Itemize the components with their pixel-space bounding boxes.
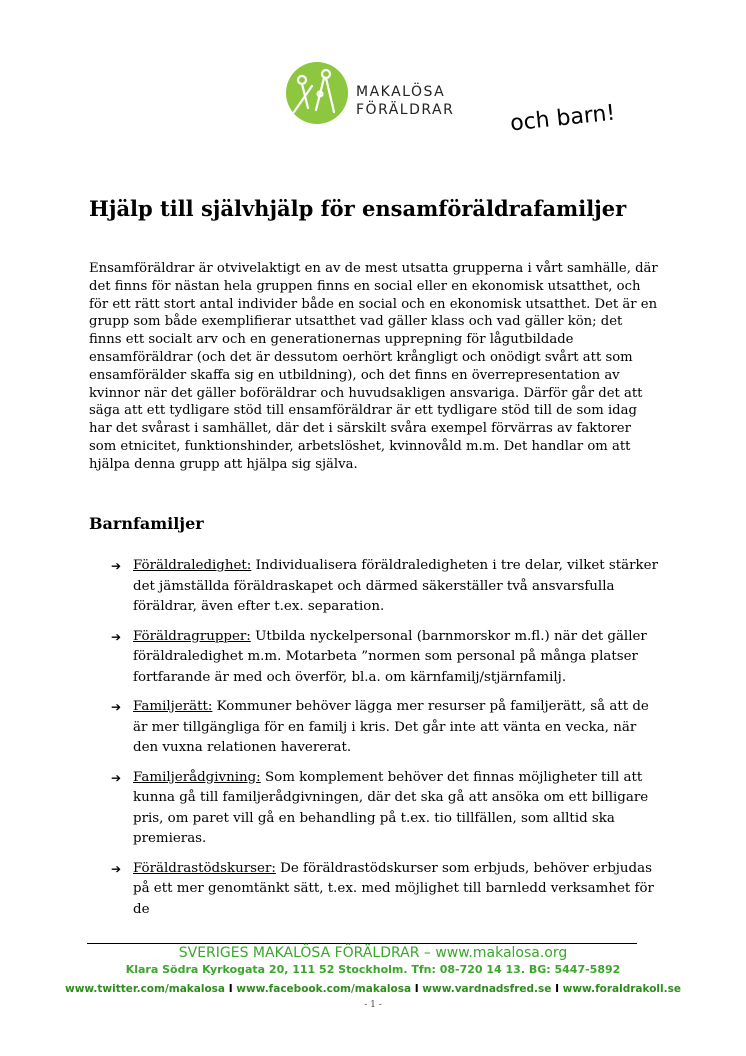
bullet-list <box>111 556 661 929</box>
link-separator: I <box>228 983 233 995</box>
foraldrakoll-link[interactable]: www.foraldrakoll.se <box>562 983 681 995</box>
list-item <box>111 859 661 921</box>
arrow-icon: ➔ <box>111 629 122 644</box>
arrow-icon: ➔ <box>111 861 122 876</box>
list-item <box>111 556 661 618</box>
twitter-link[interactable]: www.twitter.com/makalosa <box>65 983 226 995</box>
bullet-text: Som komplement behöver det finnas möjligheter till att kunna gå till familjerådgivningen, där det ska gå att ansöka om ett billigare pris, om paret vill gå en behandling på t.ex. tio tillfällen, som alltid ska premieras. <box>133 769 649 846</box>
bullet-term: Familjerådgivning: <box>133 769 261 785</box>
facebook-link[interactable]: www.facebook.com/makalosa <box>236 983 412 995</box>
link-separator: I <box>555 983 559 995</box>
logo-line-1: MAKALÖSA <box>356 84 446 100</box>
document-title: Hjälp till självhjälp för ensamföräldrafamiljer <box>89 196 627 221</box>
bullet-text: Kommuner behöver lägga mer resurser på familjerätt, så att de är mer tillgängliga för en familj i kris. Det går inte att vänta en vecka, när den vuxna relationen havererat. <box>133 699 649 755</box>
link-separator: I <box>414 983 419 995</box>
logo-circle-icon <box>286 62 348 124</box>
page-number: - 1 - <box>364 1000 382 1010</box>
section-heading: Barnfamiljer <box>89 514 204 533</box>
footer-address: Klara Södra Kyrkogata 20, 111 52 Stockholm. Tfn: 08-720 14 13. BG: 5447-5892 <box>125 963 621 976</box>
arrow-icon: ➔ <box>111 770 122 785</box>
arrow-icon: ➔ <box>111 559 122 573</box>
arrow-icon: ➔ <box>111 700 122 714</box>
bullet-text: Individualisera föräldraledigheten i tre delar, vilket stärker det jämställda föräldraskapet och därmed säkerställer två ansvarsfulla föräldrar, även efter t.ex. separation. <box>133 558 658 614</box>
footer-org: SVERIGES MAKALÖSA FÖRÄLDRAR – www.makalosa.org <box>178 945 568 961</box>
logo-line-2: FÖRÄLDRAR <box>356 102 455 118</box>
bullet-text: Utbilda nyckelpersonal (barnmorskor m.fl.) när det gäller föräldraledighet m.m. Motarbeta ”normen som personal på många platser fortfarande är med och överför, bl.a. om kärnfamilj/stjärnfamilj. <box>133 628 647 685</box>
list-item <box>111 697 661 759</box>
list-item <box>111 768 661 850</box>
stick-figures-icon <box>286 62 348 124</box>
makalosa-logo <box>280 52 480 152</box>
bullet-term: Föräldrastödskurser: <box>133 860 276 876</box>
vardnadsfred-link[interactable]: www.vardnadsfred.se <box>422 983 552 995</box>
intro-paragraph: Ensamföräldrar är otvivelaktigt en av de mest utsatta grupperna i vårt samhälle, där det finns för nästan hela gruppen finns en social eller en ekonomisk utsatthet, och för ett rätt stort antal individer både en social och en ekonomisk utsatthet. Det är en grupp som både exemplifierar utsatthet vad gäller klass och vad gäller kön; det finns ett socialt arv och en generationernas upprepning för lågutbildade ensamföräldrar (och det är dessutom oerhört krångligt och onödigt svårt att som ensamförälder skaffa sig en utbildning), och det finns en överrepresentation av kvinnor när det gäller boföräldrar och huvudsakligen ansvariga. Därför går det att säga att ett tydligare stöd till ensamföräldrar är ett tydligare stöd till de som idag har det svårast i samhället, där det i särskilt svåra exempel förvärras av faktorer som etnicitet, funktionshinder, arbetslöshet, kvinnovåld m.m. Det handlar om att hjälpa denna grupp att hjälpa sig själva. <box>89 261 658 472</box>
footer-links <box>0 983 746 995</box>
list-item <box>111 627 661 689</box>
bullet-text: De föräldrastödskurser som erbjuds, behöver erbjudas på ett mer genomtänkt sätt, t.ex. med möjlighet till barnledd verksamhet för de <box>133 860 654 917</box>
bullet-term: Föräldragrupper: <box>133 628 251 644</box>
bullet-term: Föräldraledighet: <box>133 558 252 573</box>
logo-tagline: och barn! <box>508 100 617 137</box>
bullet-term: Familjerätt: <box>133 699 213 714</box>
footer-divider <box>87 943 637 944</box>
